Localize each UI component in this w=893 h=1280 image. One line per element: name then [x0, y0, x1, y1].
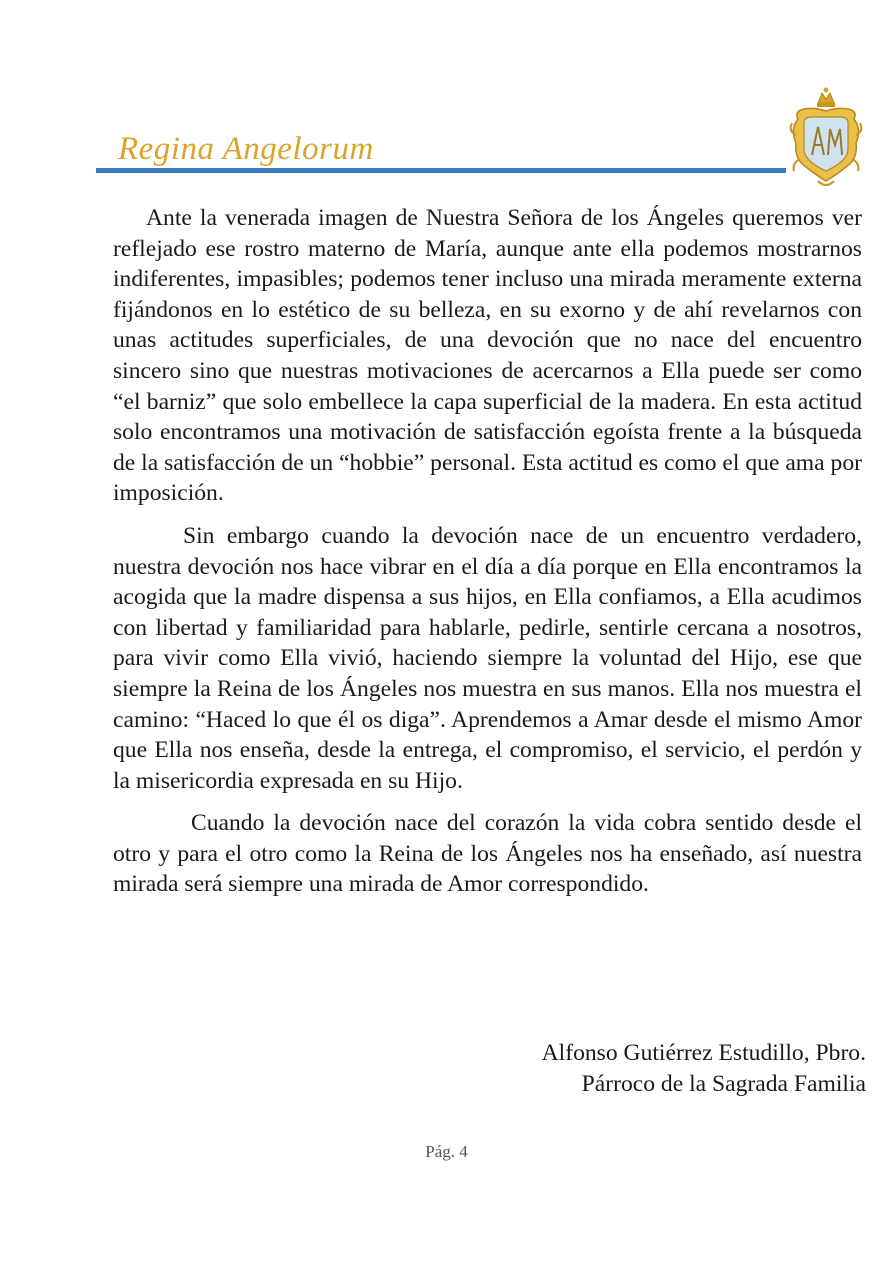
- marian-crown-emblem-icon: [784, 85, 868, 190]
- paragraph: Ante la venerada imagen de Nuestra Señora de los Ángeles queremos ver reflejado ese rostro materno de María, aunque ante ella podemos mostrarnos indiferentes, impasibles; podemos tener incluso una mirada meramente externa fijándonos en lo estético de su belleza, en su exorno y de ahí revelarnos con unas actitudes superficiales, de una devoción que no nace del encuentro sincero sino que nuestras motivaciones de acercarnos a Ella puede ser como “el barniz” que solo embellece la capa superficial de la madera. En esta actitud solo encontramos una motivación de satisfacción egoísta frente a la búsqueda de la satisfacción de un “hobbie” personal. Esta actitud es como el que ama por imposición.: [113, 205, 862, 507]
- article-body: [113, 203, 862, 912]
- header-rule: [96, 168, 786, 173]
- header-title: Regina Angelorum: [118, 131, 374, 167]
- paragraph: Cuando la devoción nace del corazón la vida cobra sentido desde el otro y para el otro como la Reina de los Ángeles nos ha enseñado, así nuestra mirada será siempre una mirada de Amor correspondido.: [113, 810, 862, 898]
- page-header: [96, 85, 866, 190]
- page-number: Pág. 4: [425, 1142, 468, 1161]
- signature-block: [542, 1038, 866, 1100]
- signature-role: Párroco de la Sagrada Familia: [581, 1071, 866, 1097]
- signature-name: Alfonso Gutiérrez Estudillo, Pbro.: [541, 1040, 866, 1066]
- paragraph: Sin embargo cuando la devoción nace de un encuentro verdadero, nuestra devoción nos hace vibrar en el día a día porque en Ella encontramos la acogida que la madre dispensa a sus hijos, en Ella confiamos, a Ella acudimos con libertad y familiaridad para hablarle, pedirle, sentirle cercana a nosotros, para vivir como Ella vivió, haciendo siempre la voluntad del Hijo, ese que siempre la Reina de los Ángeles nos muestra en sus manos. Ella nos muestra el camino: “Haced lo que él os diga”. Aprendemos a Amar desde el mismo Amor que Ella nos enseña, desde la entrega, el compromiso, el servicio, el perdón y la misericordia expresada en su Hijo.: [113, 522, 862, 794]
